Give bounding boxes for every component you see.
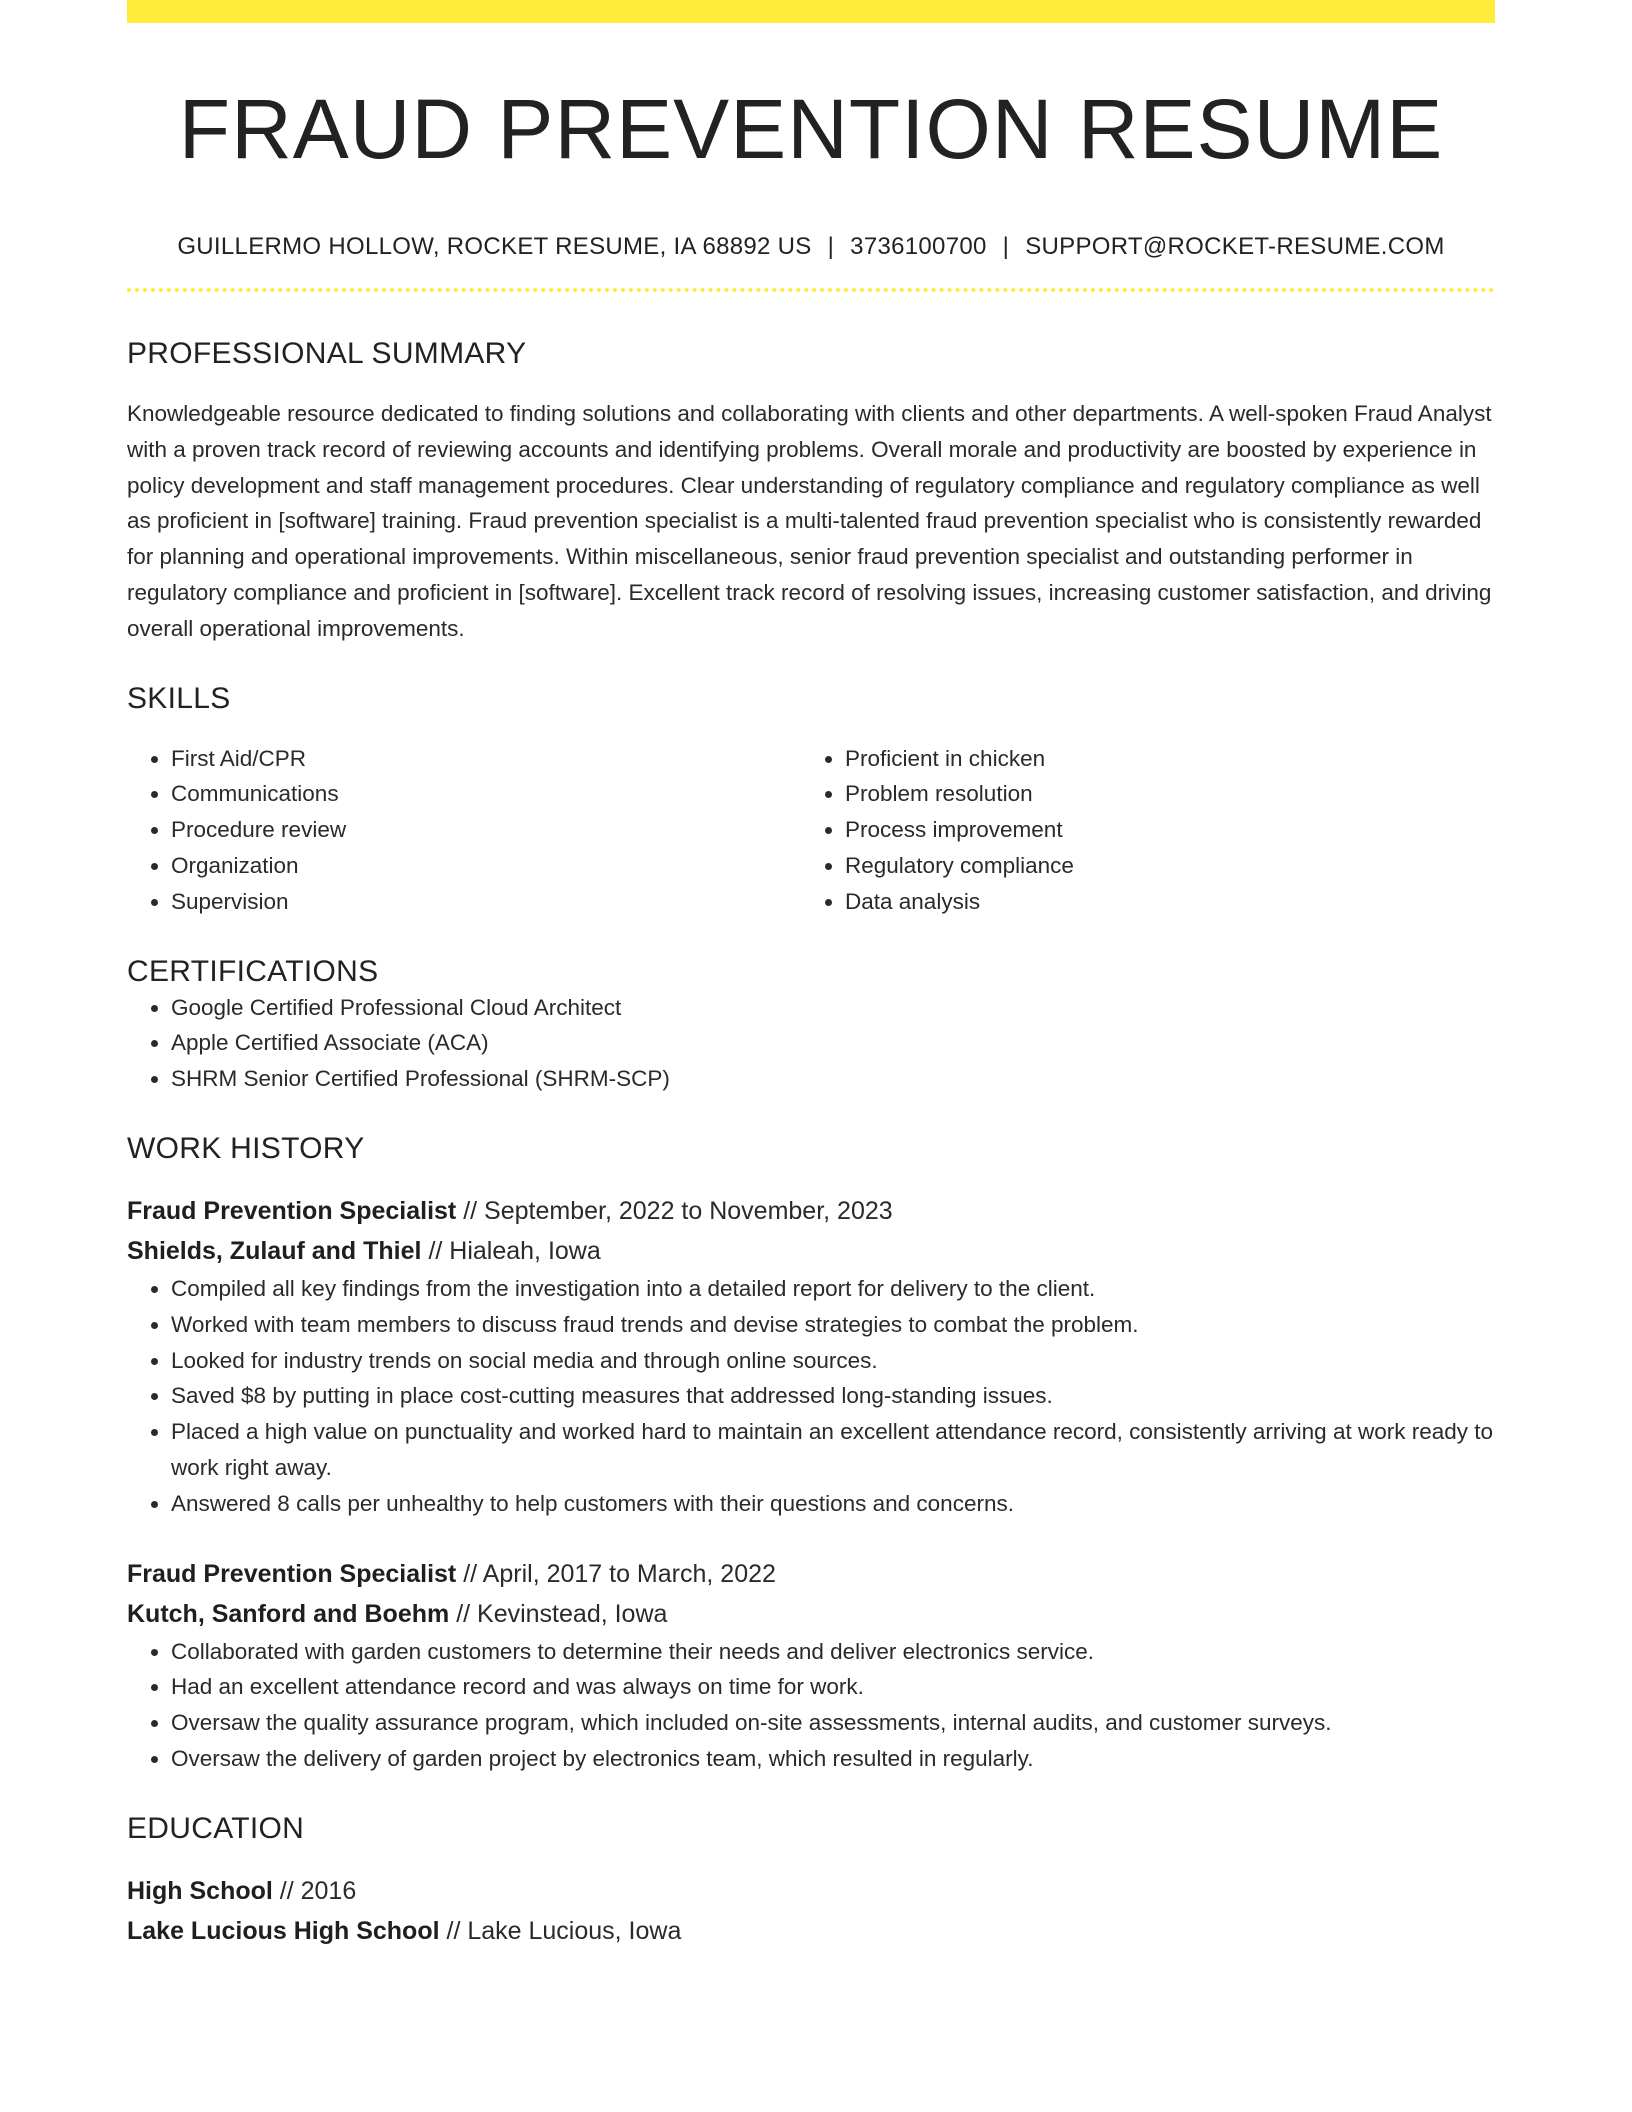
- certifications-list: [127, 990, 1495, 1097]
- job-company: Kutch, Sanford and Boehm: [127, 1599, 450, 1628]
- education-location: // Lake Lucious, Iowa: [446, 1916, 682, 1945]
- job-location: // Hialeah, Iowa: [428, 1236, 601, 1265]
- education-entry: [127, 1871, 1495, 1951]
- skill-item: • Process improvement: [845, 812, 1475, 848]
- contact-email: SUPPORT@ROCKET-RESUME.COM: [1025, 233, 1445, 260]
- certification-item: • Google Certified Professional Cloud Architect: [171, 990, 1495, 1026]
- contact-line: [127, 232, 1495, 262]
- work-history-heading: WORK HISTORY: [127, 1131, 365, 1165]
- job-duty: • Worked with team members to discuss fraud trends and devise strategies to combat the problem.: [171, 1307, 1495, 1343]
- skills-list-right: [801, 741, 1475, 920]
- skills-grid: [127, 741, 1495, 920]
- job-duty: • Oversaw the quality assurance program, which included on-site assessments, internal audits, and customer surveys.: [171, 1705, 1495, 1741]
- job-duties-list: [127, 1271, 1495, 1522]
- contact-separator: |: [827, 233, 835, 260]
- skill-item: • Problem resolution: [845, 776, 1475, 812]
- skill-item: • Organization: [171, 848, 801, 884]
- skills-column-right: [801, 741, 1475, 920]
- contact-address: GUILLERMO HOLLOW, ROCKET RESUME, IA 68892 US: [177, 233, 812, 260]
- job-company-line: [127, 1594, 1495, 1634]
- skill-item: • Procedure review: [171, 812, 801, 848]
- job-title: Fraud Prevention Specialist: [127, 1559, 457, 1588]
- job-duty: • Answered 8 calls per unhealthy to help customers with their questions and concerns.: [171, 1486, 1495, 1522]
- job-duty: • Placed a high value on punctuality and worked hard to maintain an excellent attendance record, consistently arriving at work ready to work right away.: [171, 1414, 1495, 1486]
- education-school: Lake Lucious High School: [127, 1916, 440, 1945]
- job-duty: • Compiled all key findings from the investigation into a detailed report for delivery to the client.: [171, 1271, 1495, 1307]
- skills-column-left: [127, 741, 801, 920]
- skill-item: • Supervision: [171, 884, 801, 920]
- job-location: // Kevinstead, Iowa: [456, 1599, 668, 1628]
- skills-list-left: [127, 741, 801, 920]
- skill-item: • Communications: [171, 776, 801, 812]
- skill-item: • Data analysis: [845, 884, 1475, 920]
- job-duties-list: [127, 1634, 1495, 1777]
- job-entry: [127, 1554, 1495, 1777]
- contact-separator: |: [1002, 233, 1010, 260]
- skills-heading: SKILLS: [127, 681, 231, 715]
- job-duty: • Oversaw the delivery of garden project by electronics team, which resulted in regularly.: [171, 1741, 1495, 1777]
- job-company-line: [127, 1231, 1495, 1271]
- resume-title: FRAUD PREVENTION RESUME: [178, 82, 1444, 176]
- header-divider: [127, 288, 1495, 292]
- job-dates: // April, 2017 to March, 2022: [463, 1559, 776, 1588]
- education-heading: EDUCATION: [127, 1811, 305, 1845]
- certifications-heading: CERTIFICATIONS: [127, 954, 379, 988]
- job-title: Fraud Prevention Specialist: [127, 1196, 457, 1225]
- job-duty: • Collaborated with garden customers to determine their needs and deliver electronics service.: [171, 1634, 1495, 1670]
- summary-heading: PROFESSIONAL SUMMARY: [127, 337, 527, 370]
- job-entry: [127, 1191, 1495, 1522]
- skill-item: • First Aid/CPR: [171, 741, 801, 777]
- job-duty: • Saved $8 by putting in place cost-cutting measures that addressed long-standing issues.: [171, 1378, 1495, 1414]
- resume-content: [127, 0, 1495, 1951]
- education-degree-line: [127, 1871, 1495, 1911]
- education-year: // 2016: [279, 1876, 357, 1905]
- skill-item: • Proficient in chicken: [845, 741, 1475, 777]
- education-school-line: [127, 1911, 1495, 1951]
- job-duty: • Looked for industry trends on social media and through online sources.: [171, 1343, 1495, 1379]
- job-company: Shields, Zulauf and Thiel: [127, 1236, 422, 1265]
- education-degree: High School: [127, 1876, 273, 1905]
- certification-item: • Apple Certified Associate (ACA): [171, 1025, 1495, 1061]
- certification-item: • SHRM Senior Certified Professional (SHRM-SCP): [171, 1061, 1495, 1097]
- job-title-line: [127, 1191, 1495, 1231]
- skill-item: • Regulatory compliance: [845, 848, 1475, 884]
- contact-phone: 3736100700: [850, 233, 987, 260]
- summary-text: Knowledgeable resource dedicated to finding solutions and collaborating with clients and other departments. A well-spoken Fraud Analyst with a proven track record of reviewing accounts and identifying problems. Overall morale and productivity are boosted by experience in policy development and staff management procedures. Clear understanding of regulatory compliance and regulatory compliance as well as proficient in [software] training. Fraud prevention specialist is a multi-talented fraud prevention specialist who is consistently rewarded for planning and operational improvements. Within miscellaneous, senior fraud prevention specialist and outstanding performer in regulatory compliance and proficient in [software]. Excellent track record of resolving issues, increasing customer satisfaction, and driving overall operational improvements.: [127, 401, 1492, 641]
- job-title-line: [127, 1554, 1495, 1594]
- job-duty: • Had an excellent attendance record and was always on time for work.: [171, 1669, 1495, 1705]
- job-dates: // September, 2022 to November, 2023: [463, 1196, 893, 1225]
